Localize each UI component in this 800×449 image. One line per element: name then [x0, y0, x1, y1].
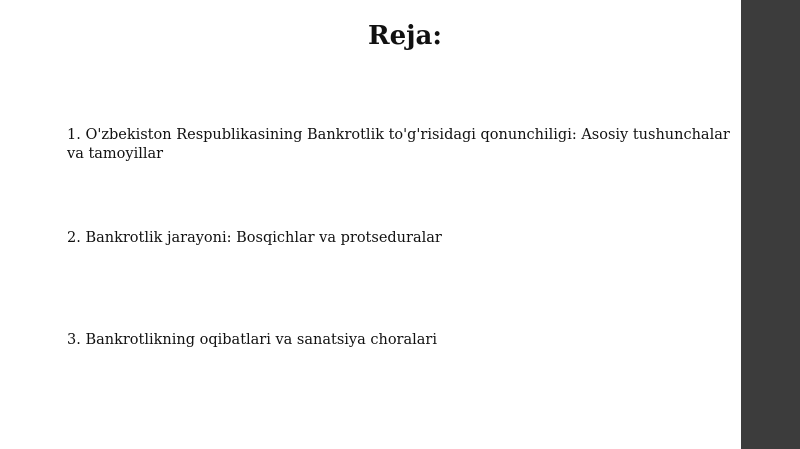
- slide-title: Reja:: [367, 21, 442, 51]
- plan-item-1: 1. O'zbekiston Respublikasining Bankrotlik to'g'risidagi qonunchiligi: Asosiy tushunchalar va tamoyillar: [67, 127, 730, 162]
- plan-item-2: 2. Bankrotlik jarayoni: Bosqichlar va protseduralar: [67, 230, 442, 246]
- plan-item-3: 3. Bankrotlikning oqibatlari va sanatsiya choralari: [67, 332, 437, 348]
- side-panel: [741, 0, 800, 449]
